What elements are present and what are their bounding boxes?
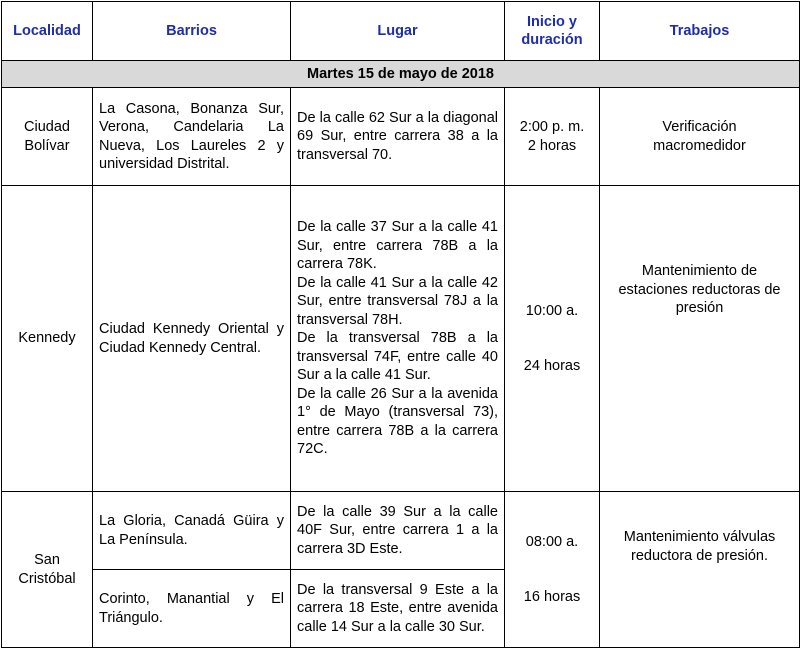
header-trabajos: Trabajos	[600, 2, 800, 61]
trabajos-cell: Mantenimiento válvulas reductora de presión.	[600, 492, 800, 648]
lugar-cell: De la transversal 9 Este a la carrera 18 Este, entre avenida calle 14 Sur a la calle 30 Sur.	[291, 570, 505, 648]
barrios-cell: La Gloria, Canadá Güira y La Península.	[93, 492, 291, 570]
header-barrios: Barrios	[93, 2, 291, 61]
duracion-text: 16 horas	[523, 588, 581, 605]
duracion-text: 2 horas	[527, 137, 577, 154]
date-cell: Martes 15 de mayo de 2018	[2, 61, 800, 88]
lugar-cell: De la calle 62 Sur a la diagonal 69 Sur, entre carrera 38 a la transversal 70.	[291, 88, 505, 186]
inicio-cell	[505, 186, 600, 492]
inicio-cell	[505, 492, 600, 648]
localidad-line: Bolívar	[24, 137, 70, 154]
barrios-cell: Corinto, Manantial y El Triángulo.	[93, 570, 291, 648]
duracion-text: 24 horas	[523, 357, 581, 374]
lugar-segment: De la transversal 78B a la transversal 74F, entre calle 40 Sur a la calle 41 Sur.	[297, 330, 498, 384]
table-row	[2, 186, 800, 492]
header-inicio-line1: Inicio y	[527, 13, 577, 30]
localidad-line: San	[34, 552, 60, 568]
lugar-segment: De la calle 26 Sur a la avenida 1° de Mayo (transversal 73), entre carrera 78B a la carrera 72C.	[297, 385, 498, 458]
localidad-cell	[2, 492, 93, 648]
lugar-segment: De la calle 37 Sur a la calle 41 Sur, entre carrera 78B a la carrera 78K.	[297, 219, 498, 273]
trabajos-line: macromedidor	[653, 137, 746, 154]
barrios-cell: La Casona, Bonanza Sur, Verona, Candelaria La Nueva, Los Laureles 2 y universidad Distrital.	[93, 88, 291, 186]
header-lugar: Lugar	[291, 2, 505, 61]
localidad-cell: Kennedy	[2, 186, 93, 492]
localidad-cell	[2, 88, 93, 186]
inicio-time: 2:00 p. m.	[519, 119, 585, 135]
inicio-time: 10:00 a.	[525, 303, 579, 319]
table-row	[2, 88, 800, 186]
header-localidad: Localidad	[2, 2, 93, 61]
localidad-line: Ciudad	[24, 119, 70, 135]
localidad-line: Cristóbal	[18, 570, 76, 587]
header-inicio-line2: duración	[521, 32, 583, 48]
table-row	[2, 492, 800, 570]
date-row	[2, 61, 800, 88]
trabajos-cell	[600, 88, 800, 186]
inicio-cell	[505, 88, 600, 186]
trabajos-cell: Mantenimiento de estaciones reductoras de presión	[600, 186, 800, 492]
schedule-table	[1, 1, 800, 648]
lugar-cell: De la calle 39 Sur a la calle 40F Sur, entre carrera 1 a la carrera 3D Este.	[291, 492, 505, 570]
lugar-segment: De la calle 41 Sur a la calle 42 Sur, entre transversal 78J a la transversal 78H.	[297, 274, 498, 328]
lugar-cell	[291, 186, 505, 492]
header-inicio-duracion	[505, 2, 600, 61]
trabajos-line: Verificación	[662, 119, 737, 135]
barrios-cell: Ciudad Kennedy Oriental y Ciudad Kennedy Central.	[93, 186, 291, 492]
header-row	[2, 2, 800, 61]
inicio-time: 08:00 a.	[525, 534, 579, 550]
